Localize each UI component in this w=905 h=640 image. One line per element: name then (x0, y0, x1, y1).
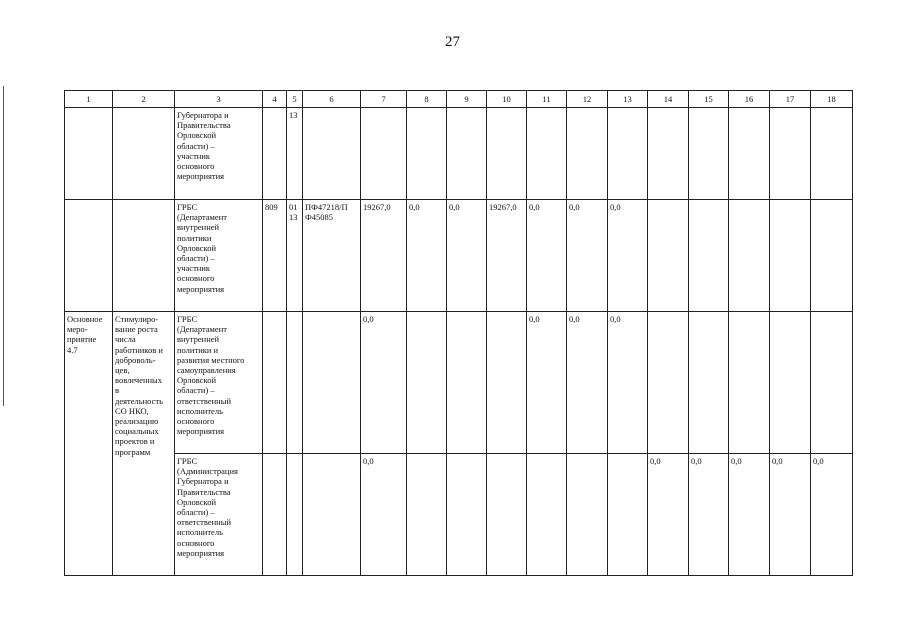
table-cell (729, 108, 770, 200)
table-cell: 19267,0 (361, 200, 407, 312)
header-cell: 12 (567, 91, 608, 108)
header-cell: 9 (447, 91, 487, 108)
table-cell: 0,0 (648, 454, 689, 576)
table-cell (770, 108, 811, 200)
header-cell: 4 (263, 91, 287, 108)
table-cell: 0,0 (770, 454, 811, 576)
table-cell: 19267,0 (487, 200, 527, 312)
header-cell: 8 (407, 91, 447, 108)
table-row (65, 108, 853, 200)
header-cell: 13 (608, 91, 648, 108)
header-cell: 6 (303, 91, 361, 108)
table-cell (770, 312, 811, 454)
table-cell (113, 108, 175, 200)
table-header-row (65, 91, 853, 108)
header-cell: 15 (689, 91, 729, 108)
table-cell (811, 312, 853, 454)
table-cell (65, 200, 113, 312)
table-cell (447, 108, 487, 200)
table-cell (113, 200, 175, 312)
header-cell: 3 (175, 91, 263, 108)
table-cell (287, 454, 303, 576)
table-cell: 0,0 (608, 200, 648, 312)
header-cell: 7 (361, 91, 407, 108)
table-cell: 0,0 (811, 454, 853, 576)
table-cell: 0,0 (608, 312, 648, 454)
table-cell (407, 454, 447, 576)
table-cell (648, 200, 689, 312)
table-row (65, 454, 853, 576)
table-cell (729, 312, 770, 454)
table-cell (811, 200, 853, 312)
table-cell: ПФ47218/П Ф45085 (303, 200, 361, 312)
table-cell: Губернатора и Правительства Орловской области) – участник основного мероприятия (175, 108, 263, 200)
table-cell: ГРБС (Департамент внутренней политики и развития местного самоуправления Орловской области) – ответственный исполнитель основного мероприятия (175, 312, 263, 454)
table-cell: ГРБС (Департамент внутренней политики Орловской области) – участник основного мероприятия (175, 200, 263, 312)
table-cell (407, 312, 447, 454)
budget-table (64, 90, 853, 576)
margin-line (3, 86, 4, 406)
table-cell: 0,0 (361, 454, 407, 576)
table-cell (811, 108, 853, 200)
table-cell (263, 454, 287, 576)
table-cell (447, 312, 487, 454)
table-cell (487, 108, 527, 200)
header-cell: 14 (648, 91, 689, 108)
table-cell: Стимулиро- вание роста числа работников и доброволь- цев, вовлеченных в деятельность СО НКО, реализацию социальных проектов и программ (113, 312, 175, 576)
table-cell (263, 108, 287, 200)
header-cell: 5 (287, 91, 303, 108)
table-cell: 13 (287, 108, 303, 200)
table-cell (527, 454, 567, 576)
table-cell (487, 454, 527, 576)
table-cell (65, 108, 113, 200)
table-cell (287, 312, 303, 454)
table-cell (689, 108, 729, 200)
table-cell (527, 108, 567, 200)
table-cell: 0,0 (361, 312, 407, 454)
table-cell (303, 108, 361, 200)
table-cell (447, 454, 487, 576)
table-cell (608, 454, 648, 576)
table-cell: Основное меро- приятие 4.7 (65, 312, 113, 576)
header-cell: 17 (770, 91, 811, 108)
table-cell (567, 454, 608, 576)
table-cell: 0,0 (567, 200, 608, 312)
header-cell: 11 (527, 91, 567, 108)
table-cell: 0,0 (567, 312, 608, 454)
page-number: 27 (445, 34, 460, 50)
table-cell: 0,0 (527, 200, 567, 312)
table-cell: 01 13 (287, 200, 303, 312)
table-cell: 0,0 (407, 200, 447, 312)
table-cell: 0,0 (527, 312, 567, 454)
table-cell: 809 (263, 200, 287, 312)
table-cell: ГРБС (Администрация Губернатора и Правительства Орловской области) – ответственный исполнитель основного мероприятия (175, 454, 263, 576)
table-cell (689, 200, 729, 312)
table-row (65, 200, 853, 312)
table-cell (648, 312, 689, 454)
table-cell: 0,0 (689, 454, 729, 576)
table-cell: 0,0 (729, 454, 770, 576)
table-cell (648, 108, 689, 200)
table-cell (303, 312, 361, 454)
table-cell (407, 108, 447, 200)
table-cell (567, 108, 608, 200)
table-cell (303, 454, 361, 576)
table-cell (729, 200, 770, 312)
table-cell (361, 108, 407, 200)
table-cell (487, 312, 527, 454)
table-cell (608, 108, 648, 200)
table-cell (263, 312, 287, 454)
table-cell (770, 200, 811, 312)
table-cell: 0,0 (447, 200, 487, 312)
header-cell: 2 (113, 91, 175, 108)
table-row (65, 312, 853, 454)
header-cell: 16 (729, 91, 770, 108)
table-cell (689, 312, 729, 454)
header-cell: 18 (811, 91, 853, 108)
header-cell: 10 (487, 91, 527, 108)
header-cell: 1 (65, 91, 113, 108)
